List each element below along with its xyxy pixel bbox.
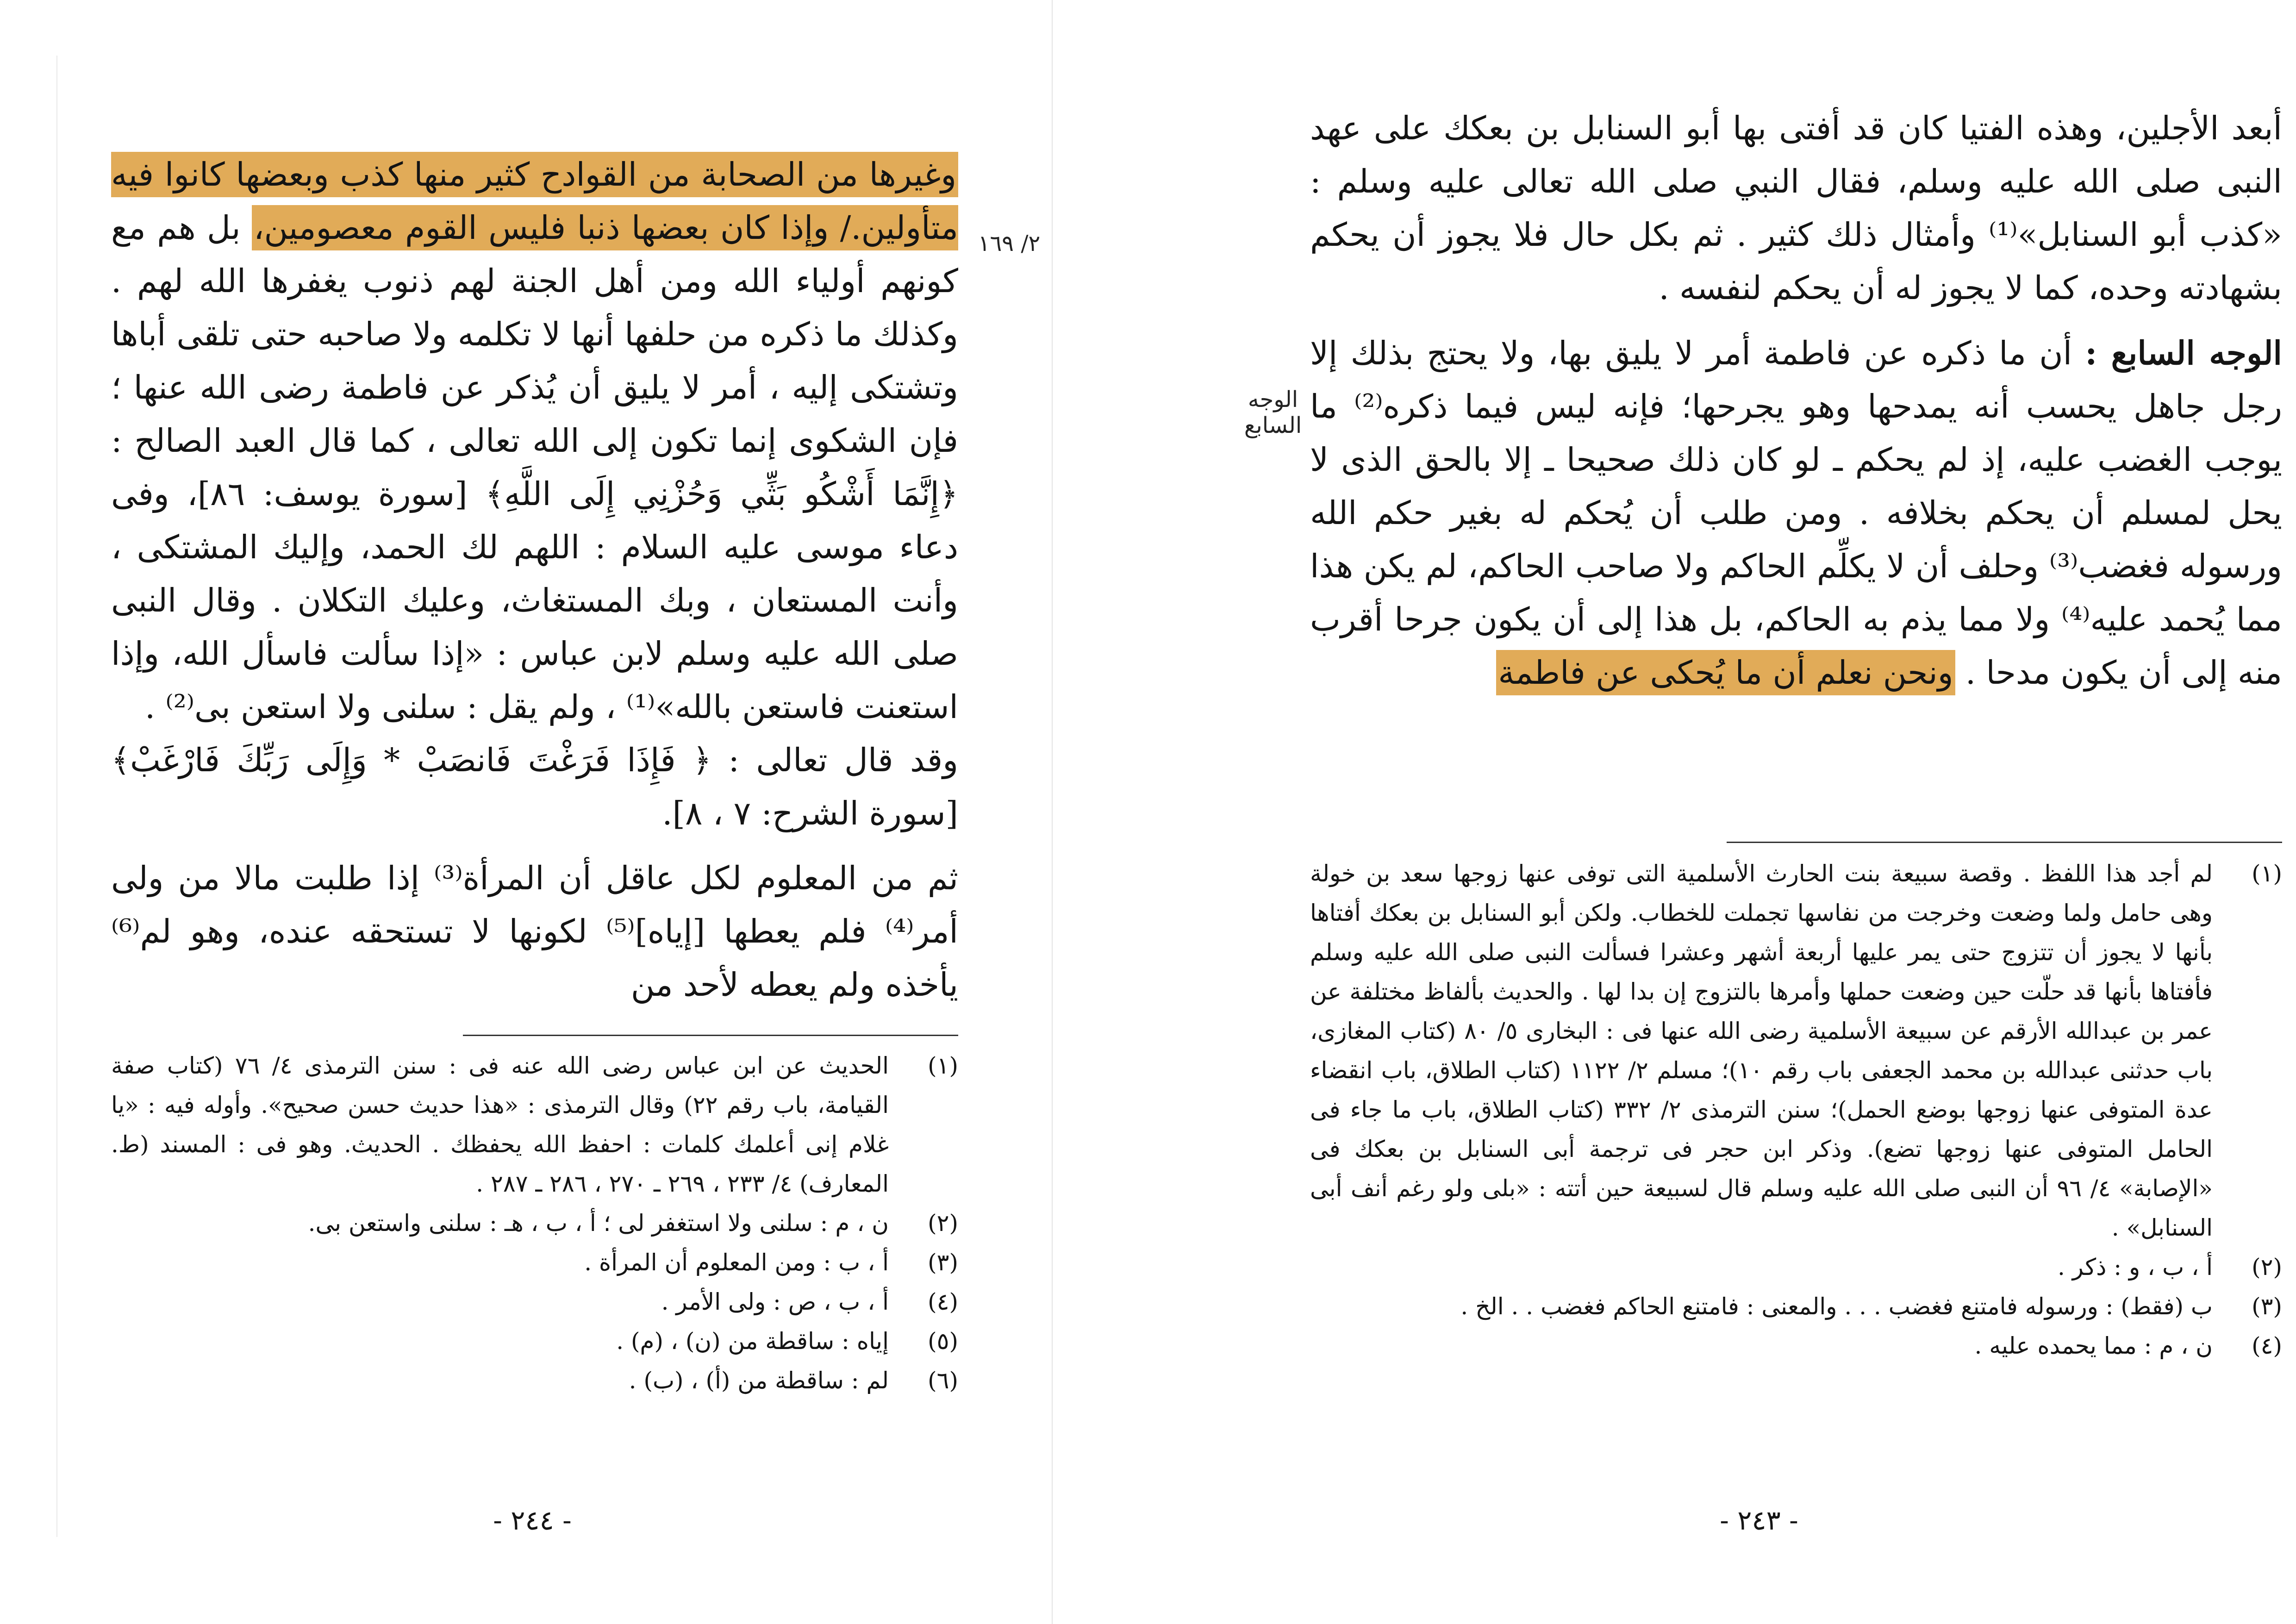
page-number: - ٢٤٣ - — [1720, 1505, 1798, 1536]
footnote-number: (٤) — [2252, 1332, 2282, 1359]
footnote-number: (٢) — [928, 1210, 958, 1237]
paragraph — [111, 734, 958, 840]
footnote-text: أ ، ب ، ص : ولى الأمر . — [661, 1288, 889, 1315]
footnote — [111, 1361, 958, 1400]
footnote-text: إياه : ساقطة من (ن) ، (م) . — [616, 1328, 889, 1355]
footnote-divider — [1727, 842, 2282, 843]
paragraph-text: أبعد الأجلين، وهذه الفتيا كان قد أفتى بها أبو السنابل بن بعكك على عهد النبى صلى الله عليه وسلم، فقال النبي صلى الله تعالى عليه وسلم : «كذب أبو السنابل»⁽¹⁾ وأمثال ذلك كثير . ثم بكل حال فلا يجوز أن يحكم بشهادته وحده، كما لا يجوز له أن يحكم لنفسه . — [1310, 109, 2282, 307]
main-text — [111, 148, 958, 1012]
footnote-number: (١) — [2252, 860, 2282, 887]
paragraph-text: أن ما ذكره عن فاطمة أمر لا يليق بها، ولا يحتج بذلك إلا رجل جاهل يحسب أنه يمدحها وهو يجرحها؛ فإنه ليس فيما ذكره⁽²⁾ ما يوجب الغضب عليه، إذ لم يحكم ـ لو كان ذلك صحيحا ـ إلا بالحق الذى لا يحل لمسلم أن يحكم بخلافه . ومن طلب أن يُحكم له بغير حكم الله ورسوله فغضب⁽³⁾ وحلف أن لا يكلِّم الحاكم ولا صاحب الحاكم، لم يكن هذا مما يُحمد عليه⁽⁴⁾ ولا مما يذم به الحاكم، بل هذا إلى أن يكون جرحا أقرب منه إلى أن يكون مدحا . — [1310, 334, 2282, 692]
footnote — [1310, 854, 2282, 1248]
margin-label: الوجه السابع — [1244, 387, 1302, 438]
footnote — [1310, 1248, 2282, 1287]
footnotes — [1310, 854, 2282, 1366]
paragraph-text: وقد قال تعالى : ﴿ فَإِذَا فَرَغْتَ فَانصَبْ * وَإِلَى رَبِّكَ فَارْغَبْ﴾ [سورة الشرح: ٧ ، ٨]. — [111, 741, 958, 832]
footnote-text: أ ، ب : ومن المعلوم أن المرأة . — [584, 1249, 889, 1276]
footnote-text: ن ، م : سلنى ولا استغفر لى ؛ أ ، ب ، هـ : سلنى واستعن بى. — [308, 1210, 889, 1237]
footnote-text: ب (فقط) : ورسوله فامتنع فغضب . . . والمعنى : فامتنع الحاكم فغضب . . الخ . — [1460, 1293, 2213, 1320]
left-page — [0, 0, 1060, 1624]
paragraph — [1310, 102, 2282, 315]
footnote-text: الحديث عن ابن عباس رضى الله عنه فى : سنن الترمذى ٤/ ٧٦ (كتاب صفة القيامة، باب رقم ٢٢) وقال الترمذى : «هذا حديث حسن صحيح». وأوله فيه : «يا غلام إنى أعلمك كلمات : احفظ الله يحفظك . الحديث. وهو فى : المسند (ط. المعارف) ٤/ ٢٣٣ ، ٢٦٩ ـ ٢٧٠ ، ٢٨٦ ـ ٢٨٧ . — [111, 1052, 889, 1197]
footnote — [111, 1322, 958, 1361]
footnote — [111, 1243, 958, 1282]
footnote-number: (٣) — [928, 1249, 958, 1276]
footnote — [111, 1046, 958, 1204]
highlighted-text: ونحن نعلم أن ما يُحكى عن فاطمة — [1496, 650, 1955, 695]
footnote-number: (٦) — [928, 1367, 958, 1394]
footnote-number: (٢) — [2252, 1254, 2282, 1280]
footnote-number: (٤) — [928, 1288, 958, 1315]
footnote — [1310, 1287, 2282, 1326]
footnote-text: لم أجد هذا اللفظ . وقصة سبيعة بنت الحارث الأسلمية التى توفى عنها زوجها سعد بن خولة وهى حامل ولما وضعت وخرجت من نفاسها تجملت للخطاب. ولكن أبو السنابل بن بعكك أفتاها بأنها لا يجوز أن تتزوج حتى يمر عليها أربعة أشهر وعشرا فسألت النبى صلى الله عليه وسلم فأفتاها بأنها قد حلّت حين وضعت حملها وأمرها بالتزوج إن بدا لها . والحديث بألفاظ مختلفة عن عمر بن عبدالله الأرقم عن سبيعة الأسلمية رضى الله عنها فى : البخارى ٥/ ٨٠ (كتاب المغازى، باب حدثنى عبدالله بن محمد الجعفى باب رقم ١٠)؛ مسلم ٢/ ١١٢٢ (كتاب الطلاق، باب انقضاء عدة المتوفى عنها زوجها بوضع الحمل)؛ سنن الترمذى ٢/ ٣٣٢ (كتاب الطلاق، باب ما جاء فى الحامل المتوفى عنها زوجها تضع). وذكر ابن حجر فى ترجمة أبى السنابل بن بعكك فى «الإصابة» ٤/ ٩٦ أن النبى صلى الله عليه وسلم قال لسبيعة حين أتته : «بلى ولو رغم أنف أبى السنابل» . — [1310, 860, 2213, 1241]
footnote-number: (٥) — [928, 1328, 958, 1355]
margin-reference: ٢/ ١٦٩ — [978, 231, 1041, 256]
section-lead: الوجه السابع : — [2085, 334, 2283, 372]
footnote — [111, 1204, 958, 1243]
footnote-text: ن ، م : مما يحمده عليه . — [1974, 1332, 2213, 1359]
paragraph — [111, 148, 958, 734]
paragraph — [111, 852, 958, 1012]
footnotes — [111, 1046, 958, 1400]
highlighted-text: وغيرها من الصحابة من القوادح كثير منها كذب وبعضها كانوا فيه متأولين./ وإذا كان بعضها ذنبا فليس القوم معصومين، — [111, 152, 958, 250]
footnote-text: لم : ساقطة من (أ) ، (ب) . — [629, 1367, 889, 1394]
footnote-number: (١) — [928, 1052, 958, 1079]
page-number: - ٢٤٤ - — [493, 1505, 572, 1536]
main-text — [1310, 102, 2282, 700]
right-page — [1222, 0, 2296, 1624]
footnote-text: أ ، ب ، و : ذكر . — [2057, 1254, 2213, 1280]
footnote — [1310, 1326, 2282, 1366]
paragraph — [1310, 326, 2282, 700]
footnote-divider — [463, 1035, 958, 1036]
footnote-number: (٣) — [2252, 1293, 2282, 1320]
paragraph-text: بل هم مع كونهم أولياء الله ومن أهل الجنة لهم ذنوب يغفرها الله لهم . وكذلك ما ذكره من حلفها أنها لا تكلمه ولا صاحبه حتى تلقى أباها وتشتكى إليه ، أمر لا يليق أن يُذكر عن فاطمة رضى الله عنها ؛ فإن الشكوى إنما تكون إلى الله تعالى ، كما قال العبد الصالح : ﴿إِنَّمَا أَشْكُو بَثِّي وَحُزْنِي إِلَى اللَّهِ﴾ [سورة يوسف: ٨٦]، وفى دعاء موسى عليه السلام : اللهم لك الحمد، وإليك المشتكى ، وأنت المستعان ، وبك المستغاث، وعليك التكلان . وقال النبى صلى الله عليه وسلم لابن عباس : «إذا سألت فاسأل الله، وإذا استعنت فاستعن بالله»⁽¹⁾ ، ولم يقل : سلنى ولا استعن بى⁽²⁾ . — [111, 209, 958, 726]
footnote — [111, 1282, 958, 1322]
paragraph-text: ثم من المعلوم لكل عاقل أن المرأة⁽³⁾ إذا طلبت مالا من ولى أمر⁽⁴⁾ فلم يعطها [إياه]⁽⁵⁾ لكونها لا تستحقه عنده، وهو لم⁽⁶⁾ يأخذه ولم يعطه لأحد من — [111, 859, 959, 1004]
